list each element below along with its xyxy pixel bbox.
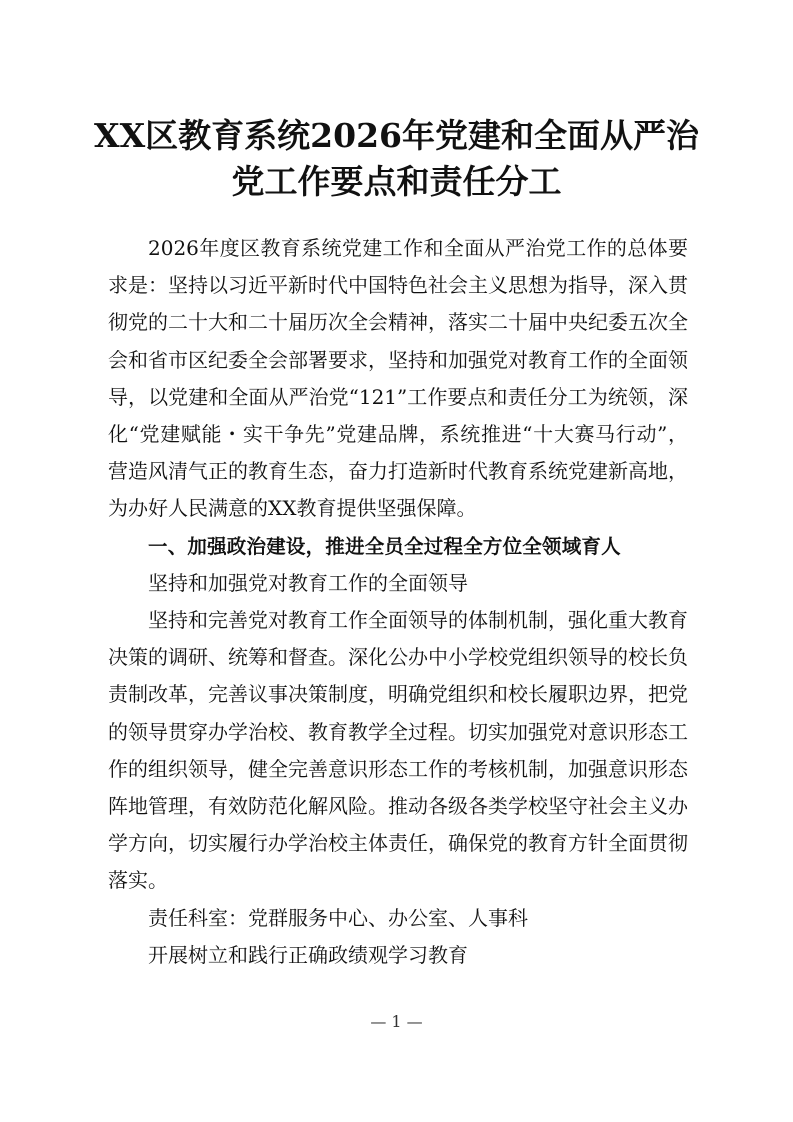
- item1-responsible: 责任科室：党群服务中心、办公室、人事科: [148, 905, 528, 930]
- document-title-line2: 党工作要点和责任分工: [231, 162, 562, 201]
- item2-title: 开展树立和践行正确政绩观学习教育: [148, 942, 468, 967]
- document-body: [108, 230, 688, 974]
- section1-heading: 一、加强政治建设，推进全员全过程全方位全领域育人: [148, 534, 621, 558]
- item1-body: 坚持和完善党对教育工作全面领导的体制机制，强化重大教育决策的调研、统筹和督查。深化公办中小学校党组织领导的校长负责制改革，完善议事决策制度，明确党组织和校长履职边界，把党的领导贯穿办学治校、教育教学全过程。切实加强党对意识形态工作的组织领导，健全完善意识形态工作的考核机制，加强意识形态阵地管理，有效防范化解风险。推动各级各类学校坚守社会主义办学方向，切实履行办学治校主体责任，确保党的教育方针全面贯彻落实。: [108, 608, 688, 893]
- intro-paragraph: 2026年度区教育系统党建工作和全面从严治党工作的总体要求是：坚持以习近平新时代中国特色社会主义思想为指导，深入贯彻党的二十大和二十届历次全会精神，落实二十届中央纪委五次全会和省市区纪委全会部署要求，坚持和加强党对教育工作的全面领导，以党建和全面从严治党“121”工作要点和责任分工为统领，深化“党建赋能・实干争先”党建品牌，系统推进“十大赛马行动”，营造风清气正的教育生态，奋力打造新时代教育系统党建新高地，为办好人民满意的XX教育提供坚强保障。: [108, 236, 688, 521]
- document-title-line1: XX区教育系统2026年党建和全面从严治: [93, 116, 700, 155]
- page-number: — 1 —: [370, 1012, 423, 1031]
- item1-title: 坚持和加强党对教育工作的全面领导: [148, 570, 468, 595]
